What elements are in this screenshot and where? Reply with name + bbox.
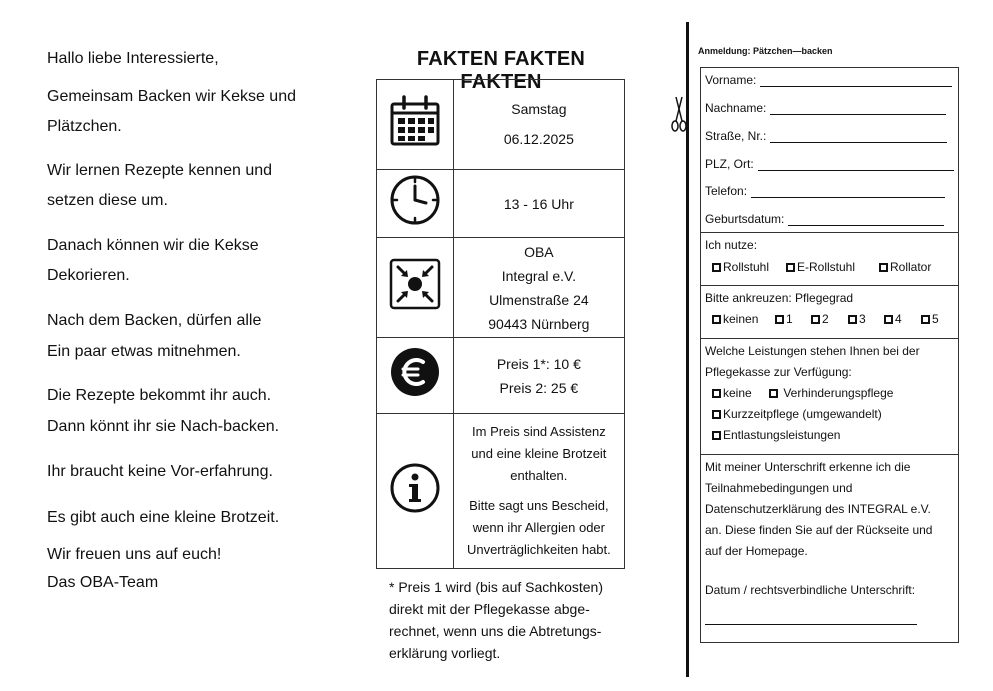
strasse-label: Straße, Nr.: [705, 129, 767, 143]
footnote-line: direkt mit der Pflegekasse abge- [389, 601, 590, 617]
service-kurzzeitpflege[interactable] [712, 407, 882, 421]
checkbox[interactable] [921, 315, 930, 324]
intro-line: Ihr braucht keine Vor-erfahrung. [47, 463, 273, 480]
care-level-3[interactable] [848, 312, 866, 326]
info-line: Im Preis sind Assistenz [472, 424, 606, 439]
price-1-value: 10 € [553, 355, 581, 372]
care-level-1[interactable] [775, 312, 793, 326]
strasse-field[interactable] [705, 129, 947, 143]
plz-ort-field[interactable] [705, 157, 954, 171]
facts-row-price [377, 338, 625, 414]
info-line: und eine kleine Brotzeit [471, 446, 607, 461]
service-label: Verhinderungspflege [783, 386, 894, 400]
vorname-field[interactable] [705, 73, 952, 87]
care-level-5[interactable] [921, 312, 939, 326]
service-label: Kurzzeitpflege (umgewandelt) [723, 407, 882, 421]
price-2-value: 25 € [550, 379, 579, 396]
checkbox[interactable] [712, 410, 721, 419]
checkbox[interactable] [712, 389, 721, 398]
greeting: Hallo liebe Interessierte, [47, 50, 219, 67]
strasse-line[interactable] [770, 131, 947, 143]
closing-signoff: Das OBA-Team [47, 574, 159, 591]
intro-line: setzen diese um. [47, 192, 168, 209]
info-line: Bitte sagt uns Bescheid, [469, 498, 609, 513]
plz-ort-label: PLZ, Ort: [705, 157, 754, 171]
facts-row-date [377, 80, 625, 170]
event-day: Samstag [511, 100, 567, 117]
intro-line: Dann könnt ihr sie Nach-backen. [47, 418, 280, 435]
clock-icon [388, 173, 442, 227]
consent-text [705, 457, 955, 562]
consent-line: Mit meiner Unterschrift erkenne ich die [705, 460, 911, 474]
signature-label: Datum / rechtsverbindliche Unterschrift: [705, 583, 916, 597]
form-title: Anmeldung: Pätzchen—backen [698, 46, 833, 56]
care-level-label: 1 [786, 312, 793, 326]
location-line: 90443 Nürnberg [488, 315, 590, 332]
services-section [701, 338, 958, 455]
geburtsdatum-field[interactable] [705, 212, 944, 226]
nachname-line[interactable] [770, 103, 946, 115]
facts-row-time [377, 170, 625, 238]
checkbox[interactable] [769, 389, 778, 398]
consent-line: Teilnahmebedingungen und [705, 481, 853, 495]
geburtsdatum-label: Geburtsdatum: [705, 212, 785, 226]
geburtsdatum-line[interactable] [788, 214, 944, 226]
telefon-field[interactable] [705, 184, 945, 198]
care-level-4[interactable] [884, 312, 902, 326]
aid-label: Rollstuhl [723, 260, 770, 274]
services-label: Pflegekasse zur Verfügung: [705, 365, 852, 379]
intro-line: Ein paar etwas mitnehmen. [47, 343, 241, 360]
event-time: 13 - 16 Uhr [453, 170, 624, 238]
signature-line[interactable] [705, 624, 917, 625]
service-entlastungsleistungen[interactable] [712, 428, 840, 442]
price-2 [454, 376, 624, 400]
care-level-label: 4 [895, 312, 902, 326]
nachname-label: Nachname: [705, 101, 767, 115]
care-label: Bitte ankreuzen: Pflegegrad [705, 291, 854, 305]
care-level-label: 3 [859, 312, 866, 326]
intro-line: Gemeinsam Backen wir Kekse und [47, 88, 296, 105]
closing-line: Wir freuen uns auf euch! [47, 546, 222, 563]
info-paragraph [454, 421, 624, 487]
consent-line: Datenschutzerklärung des INTEGRAL e.V. [705, 502, 931, 516]
care-level-label: 2 [822, 312, 829, 326]
footnote-line: erklärung vorliegt. [389, 645, 501, 661]
footnote-line: rechnet, wenn uns die Abtretungs- [389, 623, 602, 639]
intro-line: Plätzchen. [47, 118, 122, 135]
mobility-aids-section [701, 232, 958, 286]
telefon-label: Telefon: [705, 184, 748, 198]
aids-label: Ich nutze: [705, 238, 758, 252]
intro-line: Danach können wir die Kekse [47, 237, 259, 254]
intro-line: Wir lernen Rezepte kennen und [47, 162, 273, 179]
nachname-field[interactable] [705, 101, 946, 115]
checkbox[interactable] [884, 315, 893, 324]
care-level-2[interactable] [811, 312, 829, 326]
checkbox[interactable] [811, 315, 820, 324]
location-line: OBA [524, 243, 554, 260]
telefon-line[interactable] [751, 186, 945, 198]
care-level-section [701, 285, 958, 339]
meeting-point-icon [388, 257, 442, 311]
intro-line: Die Rezepte bekommt ihr auch. [47, 387, 272, 404]
intro-line: Es gibt auch eine kleine Brotzeit. [47, 509, 280, 526]
euro-icon [388, 345, 442, 399]
location-line: Ulmenstraße 24 [489, 291, 589, 308]
service-verhinderungspflege[interactable] [769, 386, 893, 400]
service-label: keine [723, 386, 752, 400]
vorname-label: Vorname: [705, 73, 757, 87]
aid-label: Rollator [890, 260, 932, 274]
personal-data-section [701, 68, 958, 233]
info-line: Unverträglichkeiten habt. [466, 542, 611, 557]
intro-line: Dekorieren. [47, 267, 130, 284]
checkbox[interactable] [848, 315, 857, 324]
aid-rollstuhl[interactable] [712, 260, 769, 274]
event-date: 06.12.2025 [503, 130, 574, 147]
price-footnote [389, 576, 629, 664]
facts-title: FAKTEN FAKTEN FAKTEN [416, 48, 586, 93]
info-icon [388, 461, 442, 515]
checkbox[interactable] [775, 315, 784, 324]
checkbox[interactable] [712, 315, 721, 324]
info-line: wenn ihr Allergien oder [472, 520, 605, 535]
plz-ort-line[interactable] [758, 159, 954, 171]
footnote-line: * Preis 1 wird (bis auf Sachkosten) [389, 579, 603, 595]
price-1 [454, 352, 624, 376]
aid-rollator[interactable] [879, 260, 931, 274]
vorname-line[interactable] [760, 75, 952, 87]
checkbox[interactable] [712, 263, 721, 272]
info-line: enthalten. [510, 468, 568, 483]
care-level-label: 5 [932, 312, 939, 326]
care-level-label: keinen [723, 312, 759, 326]
facts-row-location [377, 238, 625, 338]
checkbox[interactable] [712, 431, 721, 440]
registration-form [700, 67, 959, 643]
service-keine[interactable] [712, 386, 752, 400]
price-2-label: Preis 2: [499, 379, 548, 396]
calendar-icon [388, 94, 442, 148]
aid-e-rollstuhl[interactable] [786, 260, 855, 274]
allergy-paragraph [454, 495, 624, 561]
consent-line: auf der Homepage. [705, 544, 808, 558]
aid-label: E-Rollstuhl [797, 260, 856, 274]
services-label: Welche Leistungen stehen Ihnen bei der [705, 344, 920, 358]
price-1-label: Preis 1*: [496, 355, 550, 372]
facts-table [376, 79, 625, 569]
scissors-icon [671, 95, 687, 133]
checkbox[interactable] [786, 263, 795, 272]
care-level-keinen[interactable] [712, 312, 758, 326]
facts-row-info [377, 414, 625, 569]
service-label: Entlastungsleistungen [723, 428, 841, 442]
intro-line: Nach dem Backen, dürfen alle [47, 312, 262, 329]
consent-line: an. Diese finden Sie auf der Rückseite und [705, 523, 933, 537]
checkbox[interactable] [879, 263, 888, 272]
location-line: Integral e.V. [501, 267, 576, 284]
